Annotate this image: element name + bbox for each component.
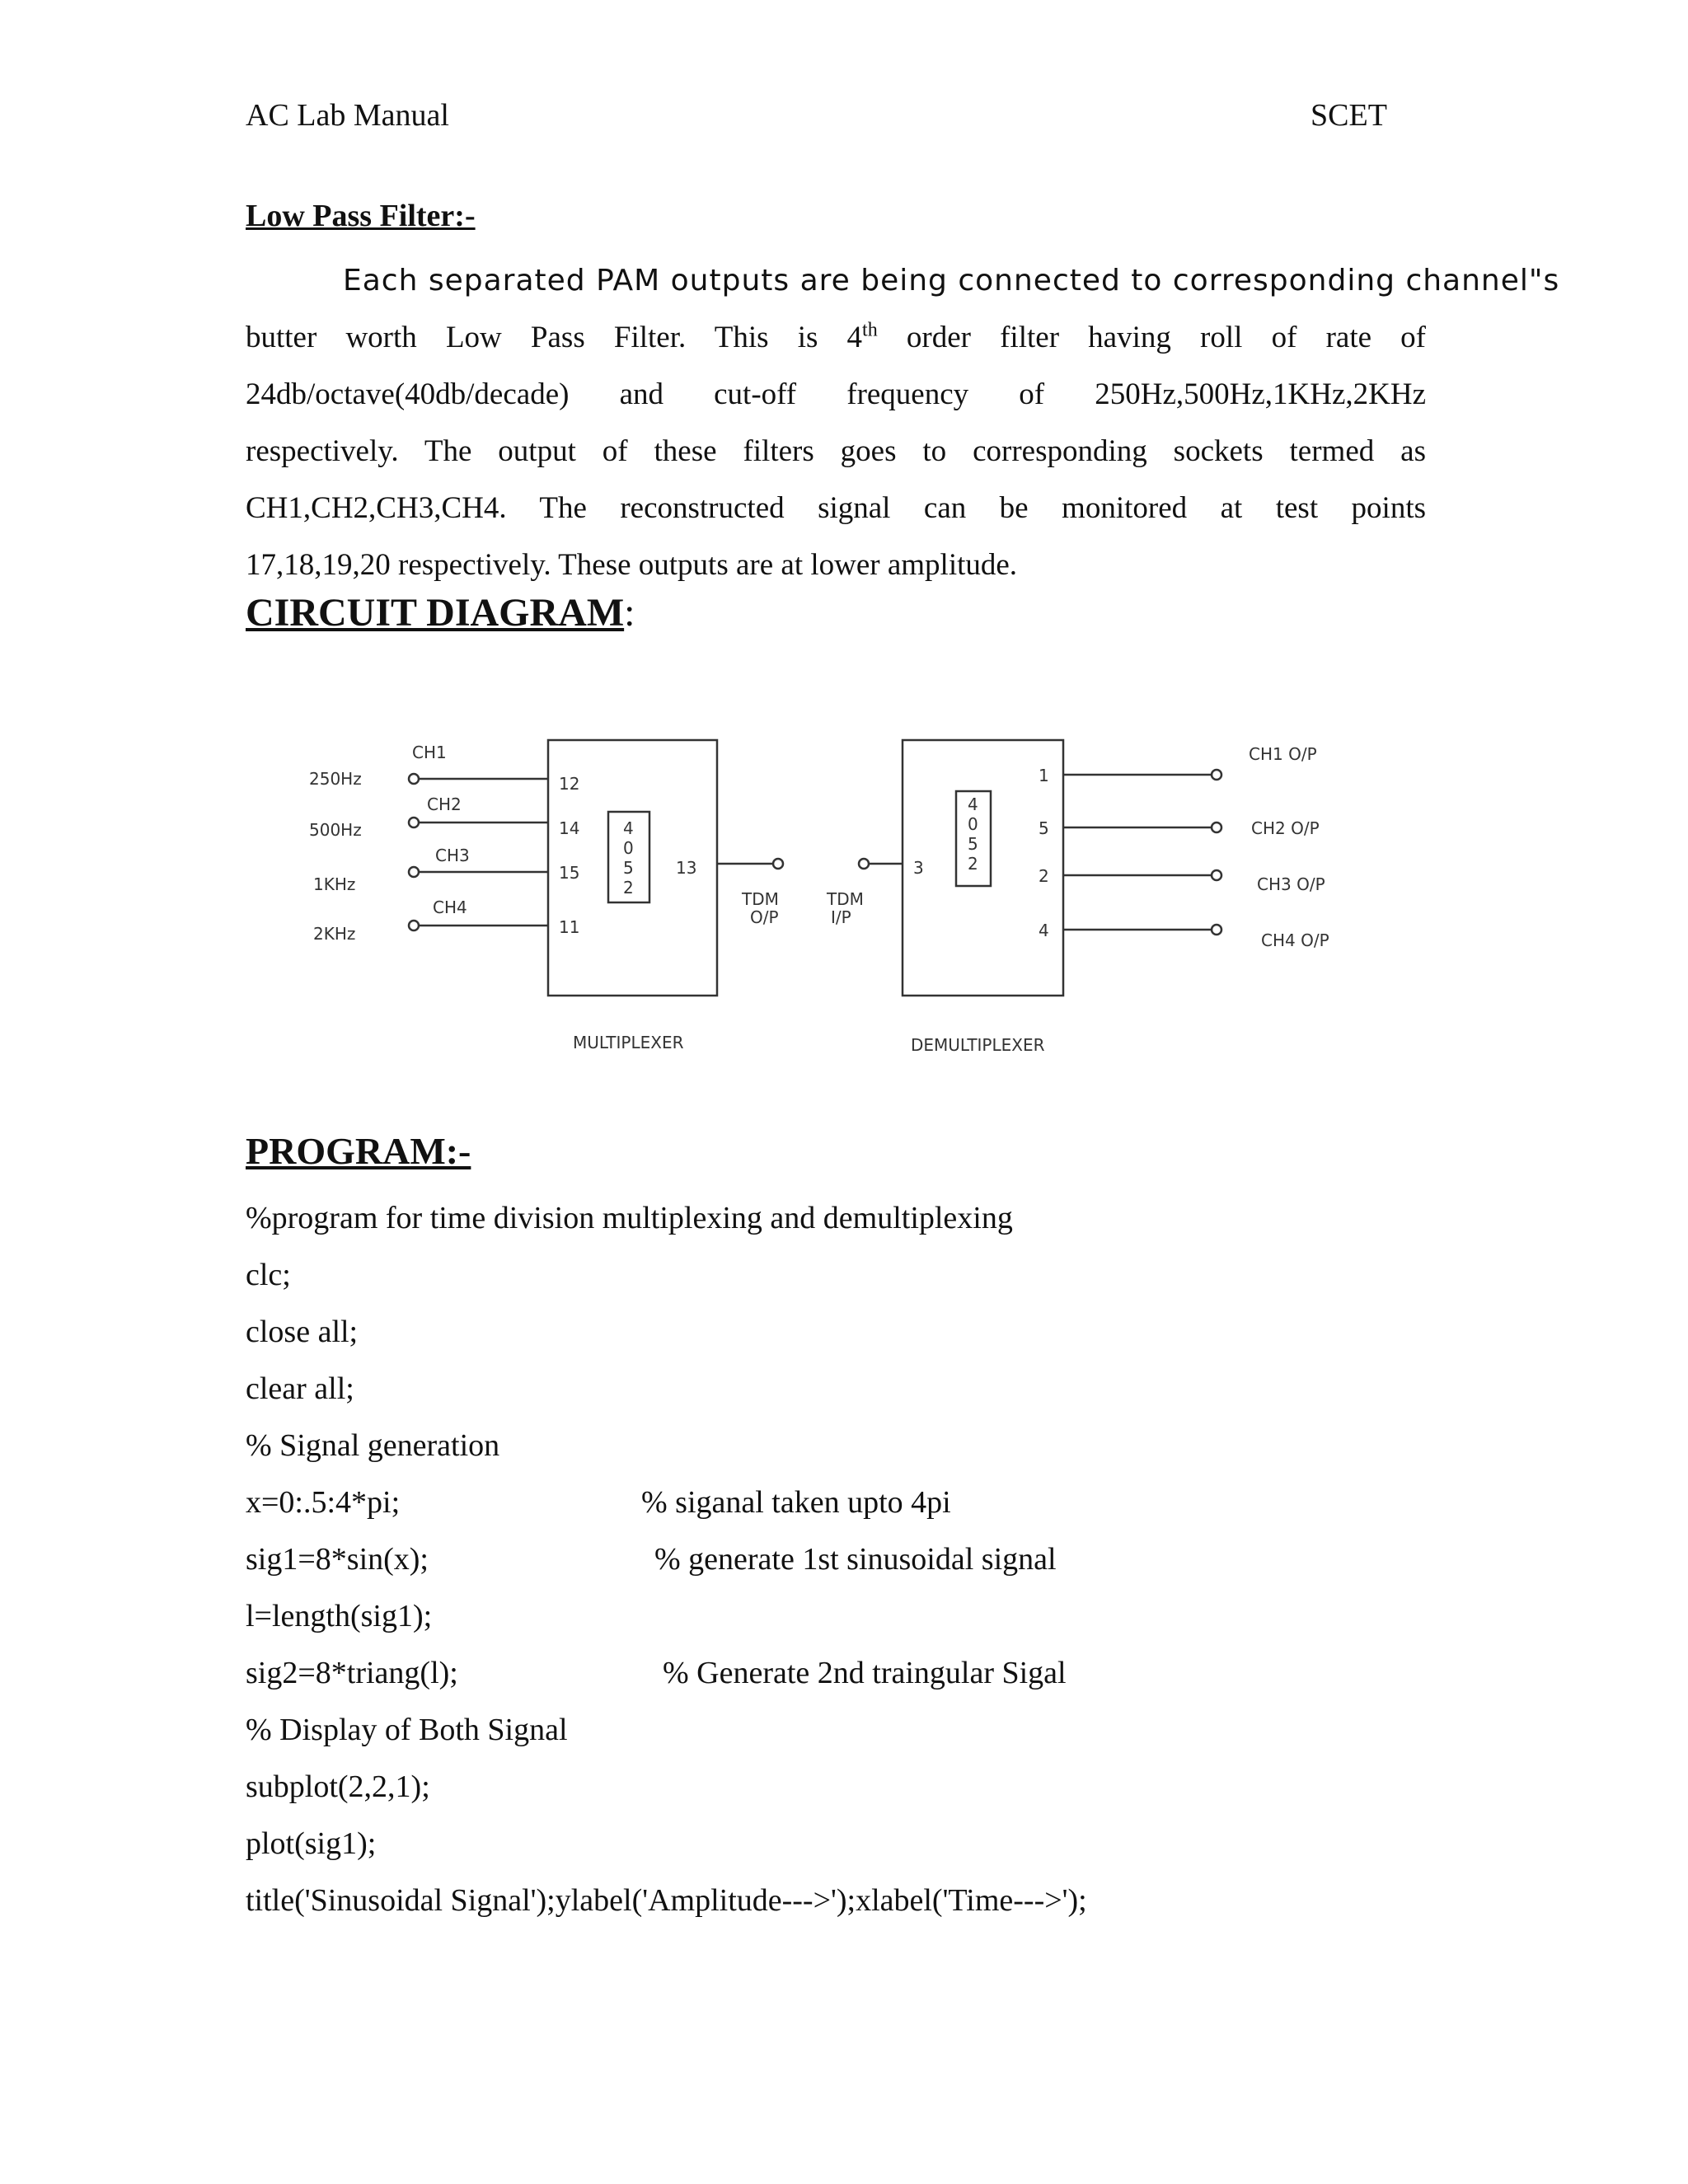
demux-pin: 4: [1039, 921, 1049, 940]
ic-char: 0: [968, 814, 978, 834]
paragraph-line: respectively. The output of these filters goes to corresponding sockets termed as: [246, 434, 1426, 468]
paragraph-line: [246, 309, 1426, 366]
mux-pin: 11: [559, 917, 580, 937]
code-text: % Display of Both Signal: [246, 1713, 568, 1747]
code-text: sig1=8*sin(x);: [246, 1542, 429, 1577]
channel-label: CH4: [433, 898, 467, 917]
ic-char: 5: [623, 858, 634, 878]
header-title: AC Lab Manual: [246, 98, 449, 133]
tdm-output-label: TDM: [742, 889, 779, 909]
output-terminal-ch2: [1212, 823, 1221, 832]
code-line: [246, 1872, 1087, 1929]
tdm-input-label: I/P: [831, 907, 851, 927]
ic-char: 5: [968, 834, 978, 854]
code-line: [246, 1816, 1087, 1872]
freq-label: 500Hz: [309, 820, 362, 840]
code-comment: % siganal taken upto 4pi: [641, 1485, 951, 1520]
tdm-output-terminal: [773, 859, 783, 869]
code-text: close all;: [246, 1315, 359, 1349]
mux-pin: 15: [559, 863, 580, 883]
code-text: clc;: [246, 1258, 291, 1292]
channel-label: CH3: [435, 846, 470, 865]
header-institution: SCET: [1311, 98, 1387, 133]
code-line: [246, 1531, 1087, 1588]
code-comment: % Generate 2nd traingular Sigal: [663, 1656, 1067, 1690]
tdm-input-terminal: [859, 859, 869, 869]
code-line: [246, 1304, 1087, 1361]
code-text: clear all;: [246, 1371, 354, 1406]
code-line: [246, 1588, 1087, 1645]
ic-char: 2: [968, 854, 978, 874]
code-line: [246, 1361, 1087, 1418]
output-terminal-ch1: [1212, 770, 1221, 780]
code-line: [246, 1418, 1087, 1474]
code-line: [246, 1759, 1087, 1816]
demux-pin: 1: [1039, 766, 1049, 785]
paragraph-text: butter worth Low Pass Filter. This is 4: [246, 321, 863, 354]
circuit-title-text: CIRCUIT DIAGRAM: [246, 591, 625, 635]
channel-label: CH2: [427, 794, 462, 814]
ic-char: 4: [968, 794, 978, 814]
output-label: CH3 O/P: [1257, 874, 1325, 894]
paragraph-line: CH1,CH2,CH3,CH4. The reconstructed signal can be monitored at test points: [246, 491, 1426, 525]
paragraph-text: order filter having roll of rate of: [877, 321, 1427, 354]
demux-input-pin: 3: [913, 858, 924, 878]
multiplexer-label: MULTIPLEXER: [573, 1033, 684, 1052]
input-terminal-ch1: [409, 774, 419, 784]
code-line: [246, 1645, 1087, 1702]
code-line: [246, 1247, 1087, 1304]
low-pass-filter-paragraph: [246, 252, 1560, 593]
program-code: [246, 1190, 1087, 1929]
circuit-diagram: [297, 725, 1368, 1071]
code-text: l=length(sig1);: [246, 1599, 433, 1633]
section-title-circuit-diagram: [246, 590, 635, 635]
code-line: [246, 1474, 1087, 1531]
output-terminal-ch4: [1212, 925, 1221, 935]
code-text: plot(sig1);: [246, 1826, 377, 1861]
code-text: % Signal generation: [246, 1428, 500, 1463]
mux-pin: 12: [559, 774, 580, 794]
code-line: [246, 1702, 1087, 1759]
freq-label: 1KHz: [313, 874, 356, 894]
mux-output-pin: 13: [676, 858, 697, 878]
input-terminal-ch4: [409, 921, 419, 930]
code-text: %program for time division multiplexing and demultiplexing: [246, 1201, 1013, 1235]
tdm-output-label: O/P: [750, 907, 779, 927]
ic-char: 0: [623, 838, 634, 858]
ic-char: 4: [623, 818, 634, 838]
paragraph-line: 24db/octave(40db/decade) and cut-off frequency of 250Hz,500Hz,1KHz,2KHz: [246, 377, 1426, 411]
ic-char: 2: [623, 878, 634, 898]
code-line: [246, 1190, 1087, 1247]
output-terminal-ch3: [1212, 870, 1221, 880]
code-comment: % generate 1st sinusoidal signal: [654, 1542, 1057, 1577]
input-terminal-ch3: [409, 867, 419, 877]
tdm-input-label: TDM: [827, 889, 864, 909]
freq-label: 250Hz: [309, 769, 362, 789]
section-title-low-pass-filter: Low Pass Filter:-: [246, 199, 476, 233]
output-label: CH2 O/P: [1251, 818, 1320, 838]
code-text: x=0:.5:4*pi;: [246, 1485, 401, 1520]
paragraph-line: 17,18,19,20 respectively. These outputs are at lower amplitude.: [246, 548, 1018, 582]
code-text: subplot(2,2,1);: [246, 1769, 430, 1804]
mux-pin: 14: [559, 818, 580, 838]
section-title-program: PROGRAM:-: [246, 1130, 471, 1172]
code-text: title('Sinusoidal Signal');ylabel('Amplitude--->');xlabel('Time--->');: [246, 1883, 1087, 1918]
demultiplexer-label: DEMULTIPLEXER: [911, 1035, 1045, 1055]
freq-label: 2KHz: [313, 924, 356, 944]
demux-pin: 5: [1039, 818, 1049, 838]
demux-pin: 2: [1039, 866, 1049, 886]
circuit-title-colon: :: [624, 591, 635, 635]
code-text: sig2=8*triang(l);: [246, 1656, 458, 1690]
input-terminal-ch2: [409, 818, 419, 827]
superscript-th: th: [862, 319, 878, 341]
channel-label: CH1: [412, 743, 447, 762]
output-label: CH4 O/P: [1261, 930, 1329, 950]
paragraph-line: Each separated PAM outputs are being connected to corresponding channel"s: [343, 264, 1560, 298]
output-label: CH1 O/P: [1249, 744, 1317, 764]
